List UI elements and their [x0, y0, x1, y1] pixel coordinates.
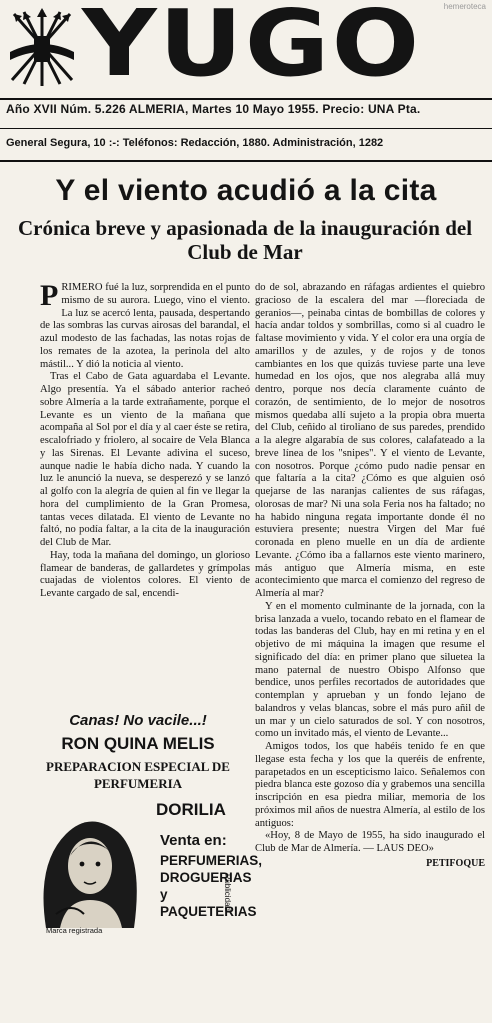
author-signature: PETIFOQUE	[426, 857, 485, 869]
article-paragraph: Hay, toda la mañana del domingo, un glorioso flamear de banderas, de gallardetes y grímpolas cuajadas de violentos colores. El viento de Levante cargado de sal, encendi-	[40, 549, 250, 599]
article-paragraph: Tras el Cabo de Gata aguardaba el Levante. Algo presentía. Ya el sábado anterior racheó sobre Almería a la tarde extrañamente, porque el Levante es un viento de la mañana que acompaña al Sol por el día y al caer éste se retira, escalofriado y friolero, al socaire de Vela Blanca y las Sirenas. El Levante adivina el suceso, aunque nadie le había dicho nada. Y cuando la luz le anunció la nueva, se desperezó y se lanzó al golfo con la alegría de quien al fin ve llegar la hora del cumplimiento de la Gran Promesa, tantas veces dilatada. El viento de Levante no faltó, no podía faltar, a la cita de la inauguración del Club de Mar.	[40, 371, 250, 548]
issue-info-line: Año XVII Núm. 5.226 ALMERIA, Martes 10 Mayo 1955. Precio: UNA Pta.	[6, 102, 421, 116]
ad-tagline: Canas! No vacile...!	[69, 712, 207, 729]
article-paragraph: Y en el momento culminante de la jornada, con la brisa lanzada a vuelo, tocando rebato en el flamear de todas las banderas del Club, hay en mi retina y en el objetivo de mi máquina la imagen que resume el significado del día: en primer plano que siluetea la mano paternal de nuestro Obispo Alfonso que bendice, unos perfiles recortados de autoridades que contemplan y aprueban y un fondo lejano de balandros y velas blancas, sobre el más puro añil de un mar y un cielo saturados de sol. Y con nosotros, como un invitado más, el viento de Levante...	[255, 600, 485, 740]
header-bottom-rule	[0, 160, 492, 162]
newspaper-title: YUGO	[82, 0, 422, 97]
article-paragraph: «Hoy, 8 de Mayo de 1955, ha sido inaugurado el Club de Mar de Almería. — LAUS DEO»	[255, 830, 485, 854]
woman-portrait-illustration	[26, 804, 154, 928]
ad-preparation: PREPARACION ESPECIAL DE PERFUMERIA	[46, 759, 230, 791]
article-paragraph: Amigos todos, los que habéis tenido fe en que llegase esta fecha y los que la queréis de enfrente, parapetados en un escepticismo laico. Señalemos con piedra blanca este gozoso día y grabemos una sencilla inscripción en esa piedra miliar, memoria de los próximos mil años de nuestra Almería, al estilo de los antiguos:	[255, 741, 485, 829]
article-paragraph: PRIMERO fué la luz, sorprendida en el punto mismo de su aurora. Luego, vino el viento. La luz se acercó lenta, pausada, despertando de las sombras las curvas airosas del barandal, el azul modesto de las fachadas, las notas rojas de los remates de la azotea, la perinola del alto mástil... Y dió la noticia al viento.	[40, 279, 250, 370]
info-rule	[0, 128, 492, 129]
ad-shop-list: PERFUMERIAS, DROGUERIAS y PAQUETERIAS	[160, 853, 263, 919]
ad-sale-label: Venta en:	[160, 832, 227, 849]
address-phone-line: General Segura, 10 :-: Teléfonos: Redacción, 1880. Administración, 1282	[6, 137, 384, 149]
archive-watermark: hemeroteca	[443, 2, 486, 11]
advertisement-box	[26, 704, 263, 944]
masthead	[0, 0, 492, 98]
article-column-right	[255, 282, 485, 871]
article-paragraph: do de sol, abrazando en ráfagas ardientes el quiebro gracioso de la escalera del mar —floreciada de geranios—, peinaba cintas de bombillas de colores y hacía andar toldos y sombrillas, como si al cuadro le faltase movimiento y vida. Y el color era una orgía de amarillos y de azules, y de rojos y de tonos cambiantes en los que quizás tuviese parte una leve humedad en los ojos, que nos alegraba allá muy dentro, porque nos decía claramente cuánto de corazón, de sentimiento, de lo mejor de nosotros mismos quedaba allí sujeto a la propia obra muerta del Club, ceñido al tiroliano de sus paredes, prendido a la alegre algarabía de sus colores, calafateado a la breve línea de los "snipes". Y el viento de Levante, con nosotros. Porque ¿cómo pudo nadie pensar en que faltaría a la cita? ¿Cómo es que alguien osó quejarse de las naranjas calientes de sus ráfagas, olorosas de mar? Ni una sola Feria nos ha faltado; no ha habido ninguna regata importante donde él no estuviera presente; nuestra Virgen del Mar fué coronada en pleno muelle en un día de ardiente Levante. ¿Cómo iba a fallarnos este viento marinero, más antiguo que Almería misma, en este acontecimiento que marca el comienzo del regreso de Almería al mar?	[255, 282, 485, 599]
ad-brand-name: DORILIA	[156, 800, 226, 819]
article-subhead: Crónica breve y apasionada de la inauguración del Club de Mar	[17, 216, 473, 264]
masthead-rule	[0, 98, 492, 100]
ad-publicidad-vertical: Publicidad	[223, 874, 232, 911]
drop-cap: P	[40, 279, 59, 312]
article-column-left	[40, 279, 250, 601]
article-headline: Y el viento acudió a la cita	[55, 174, 437, 207]
ad-product-name: RON QUINA MELIS	[61, 734, 215, 753]
ad-trademark-note: Marca registrada	[46, 926, 103, 935]
yoke-and-arrows-emblem	[4, 6, 80, 88]
